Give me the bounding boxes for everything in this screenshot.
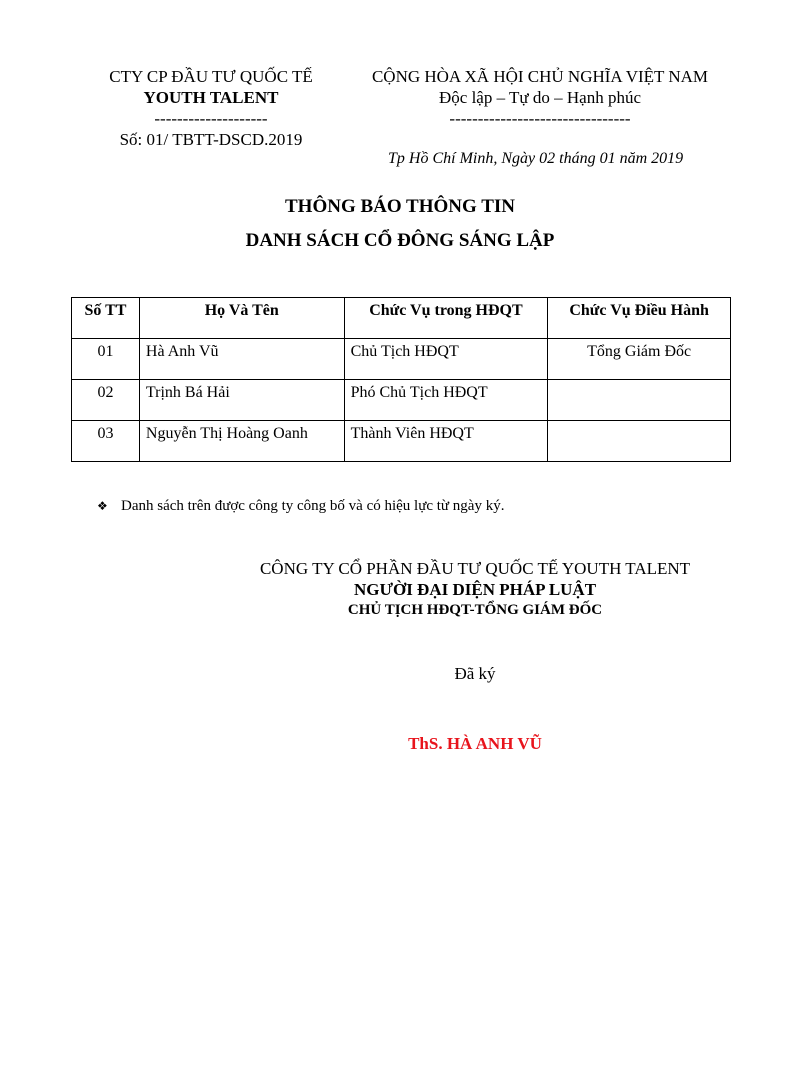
issuer-header bbox=[92, 66, 330, 150]
nation-separator: -------------------------------- bbox=[449, 109, 631, 128]
document-title bbox=[0, 190, 800, 258]
header-name: Họ Và Tên bbox=[139, 298, 344, 339]
note bbox=[97, 498, 504, 515]
header-exec-role: Chức Vụ Điều Hành bbox=[548, 298, 731, 339]
signer-name: ThS. HÀ ANH VŨ bbox=[408, 734, 542, 753]
signed-mark: Đã ký bbox=[454, 664, 496, 683]
document-date: Tp Hồ Chí Minh, Ngày 02 tháng 01 năm 2019 bbox=[388, 150, 684, 167]
cell-name: Hà Anh Vũ bbox=[139, 339, 344, 380]
document-number: Số: 01/ TBTT-DSCD.2019 bbox=[119, 130, 303, 149]
cell-stt: 03 bbox=[72, 421, 140, 462]
cell-name: Nguyễn Thị Hoàng Oanh bbox=[139, 421, 344, 462]
nation-name: CỘNG HÒA XÃ HỘI CHỦ NGHĨA VIỆT NAM bbox=[371, 67, 709, 86]
table-header-row bbox=[72, 298, 731, 339]
signature-block bbox=[225, 558, 725, 621]
title-line1: THÔNG BÁO THÔNG TIN bbox=[285, 196, 515, 217]
table-row bbox=[72, 421, 731, 462]
cell-board-role: Phó Chủ Tịch HĐQT bbox=[344, 380, 548, 421]
cell-board-role: Thành Viên HĐQT bbox=[344, 421, 548, 462]
table-row bbox=[72, 380, 731, 421]
diamond-bullet-icon: ❖ bbox=[97, 499, 108, 513]
signature-role-legal-rep: NGƯỜI ĐẠI DIỆN PHÁP LUẬT bbox=[353, 580, 597, 599]
header-board-role: Chức Vụ trong HĐQT bbox=[344, 298, 548, 339]
cell-exec-role: Tổng Giám Đốc bbox=[548, 339, 731, 380]
cell-exec-role bbox=[548, 380, 731, 421]
cell-stt: 01 bbox=[72, 339, 140, 380]
cell-exec-role bbox=[548, 421, 731, 462]
table-row bbox=[72, 339, 731, 380]
issuer-company-line2: YOUTH TALENT bbox=[143, 88, 279, 107]
header-stt: Số TT bbox=[72, 298, 140, 339]
title-line2: DANH SÁCH CỔ ĐÔNG SÁNG LẬP bbox=[245, 230, 555, 251]
cell-name: Trịnh Bá Hải bbox=[139, 380, 344, 421]
nation-header bbox=[355, 66, 725, 129]
issuer-company-line1: CTY CP ĐẦU TƯ QUỐC TẾ bbox=[109, 67, 313, 86]
cell-stt: 02 bbox=[72, 380, 140, 421]
note-text: Danh sách trên được công ty công bố và có hiệu lực từ ngày ký. bbox=[121, 498, 505, 514]
issuer-separator: -------------------- bbox=[154, 109, 268, 128]
signature-company: CÔNG TY CỔ PHẦN ĐẦU TƯ QUỐC TẾ YOUTH TALENT bbox=[259, 559, 691, 578]
shareholder-table bbox=[71, 297, 731, 462]
signature-role-chairman: CHỦ TỊCH HĐQT-TỔNG GIÁM ĐỐC bbox=[347, 602, 603, 618]
nation-motto: Độc lập – Tự do – Hạnh phúc bbox=[439, 88, 641, 107]
cell-board-role: Chủ Tịch HĐQT bbox=[344, 339, 548, 380]
